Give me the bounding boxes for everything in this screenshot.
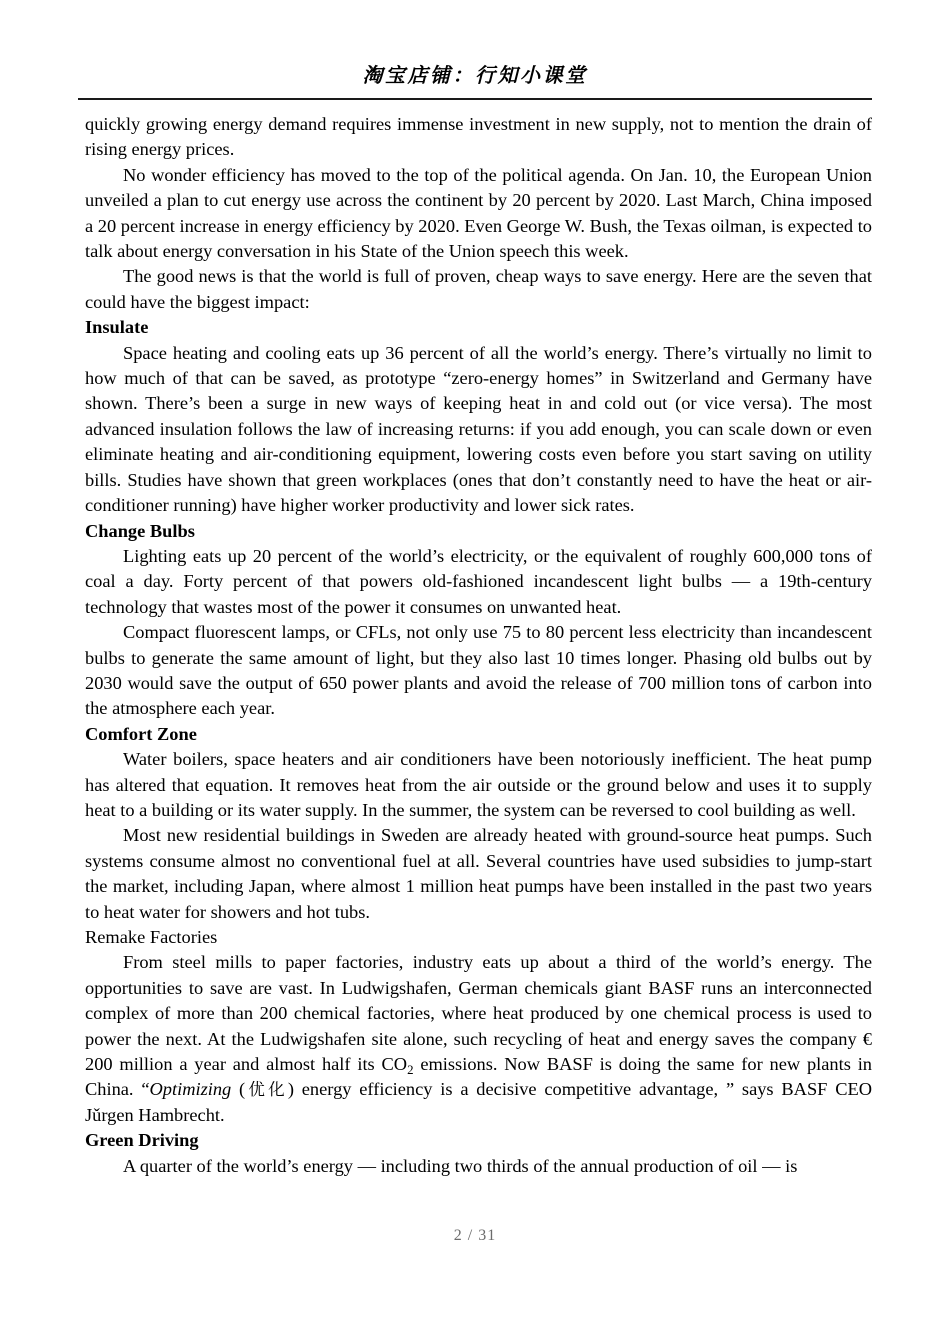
heading-green-driving: Green Driving xyxy=(85,1130,199,1151)
paragraph-intro-continued: quickly growing energy demand requires immense investment in new supply, not to mention the drain of rising energy prices. xyxy=(85,114,872,160)
heading-remake-factories: Remake Factories xyxy=(85,927,218,947)
footer-page-number: 2 / 31 xyxy=(453,1227,497,1244)
page-footer xyxy=(0,1226,950,1246)
basf-text-part-3: ( xyxy=(231,1079,246,1100)
paragraph-lighting: Lighting eats up 20 percent of the world’s electricity, or the equivalent of roughly 600,000 tons of coal a day. Forty percent of that powers old-fashioned incandescent light bulbs — a 19th-century technology that wastes most of the power it consumes on unwanted heat. xyxy=(85,545,872,617)
paragraph-green-driving-body: A quarter of the world’s energy — including two thirds of the annual production of oil — is xyxy=(123,1155,798,1176)
heading-comfort-zone: Comfort Zone xyxy=(85,723,197,744)
paragraph-heat-pump: Water boilers, space heaters and air conditioners have been notoriously inefficient. The heat pump has altered that equation. It removes heat from the air outside or the ground below and uses it to supply heat to a building or its water supply. In the summer, the system can be reversed to cool building as well. xyxy=(85,749,872,820)
paragraph-basf xyxy=(85,950,872,1128)
basf-chinese-gloss: 优化 xyxy=(245,1080,288,1100)
header-shop-title: 淘宝店铺：行知小课堂 xyxy=(362,63,588,87)
paragraph-good-news: The good news is that the world is full of proven, cheap ways to save energy. Here are the seven that could have the biggest impact: xyxy=(85,266,872,312)
basf-text-part-1: From steel mills to paper factories, industry eats up about a third of the world’s energy. The opportunities to save are vast. In Ludwigshafen, German chemicals giant BASF runs an interconnected complex of more than 200 chemical factories, where heat produced by one chemical process is used to power the next. At the Ludwigshafen site alone, such recycling of heat and energy saves the company € 200 million a year and almost half its CO xyxy=(85,952,872,1075)
co2-subscript: 2 xyxy=(407,1062,414,1077)
basf-text-part-2: emissions. Now BASF is doing the same for new plants in China. “ xyxy=(85,1054,872,1100)
paragraph-insulate-body: Space heating and cooling eats up 36 percent of all the world’s energy. There’s virtually no limit to how much of that can be saved, as prototype “zero-energy homes” in Switzerland and Germany have shown. There’s been a surge in new ways of keeping heat in and cold out (or vice versa). The most advanced insulation follows the law of increasing returns: if you add enough, you can scale down or even eliminate heating and air-conditioning equipment, lowering costs even before you start saving on utility bills. Studies have shown that green workplaces (ones that don’t constantly need to have the heat or air-conditioner running) have higher worker productivity and lower sick rates. xyxy=(85,342,872,516)
basf-text-part-4: ) energy efficiency is a decisive competitive advantage, ” says BASF CEO Jǔrgen Hambrecht. xyxy=(85,1079,872,1125)
page-header xyxy=(78,62,872,104)
paragraph-cfl: Compact fluorescent lamps, or CFLs, not only use 75 to 80 percent less electricity than incandescent bulbs to generate the same amount of light, but they also last 10 times longer. Phasing old bulbs out by 2030 would save the output of 650 power plants and avoid the release of 700 million tons of carbon into the atmosphere each year. xyxy=(85,622,872,719)
heading-insulate: Insulate xyxy=(85,317,149,338)
paragraph-sweden-heat-pumps: Most new residential buildings in Sweden are already heated with ground-source heat pumps. Such systems consume almost no conventional fuel at all. Several countries have used subsidies to jump-start the market, including Japan, where almost 1 million heat pumps have been installed in the past two years to heat water for showers and hot tubs. xyxy=(85,825,872,922)
paragraph-efficiency-political-agenda: No wonder efficiency has moved to the top of the political agenda. On Jan. 10, the European Union unveiled a plan to cut energy use across the continent by 20 percent by 2020. Last March, China imposed a 20 percent increase in energy efficiency by 2020. Even George W. Bush, the Texas oilman, is expected to talk about energy conversation in his State of the Union speech this week. xyxy=(85,164,872,262)
header-divider-rule xyxy=(78,98,872,100)
document-body xyxy=(85,112,872,1179)
heading-change-bulbs: Change Bulbs xyxy=(85,520,195,541)
basf-quote-optimizing: Optimizing xyxy=(149,1079,232,1100)
